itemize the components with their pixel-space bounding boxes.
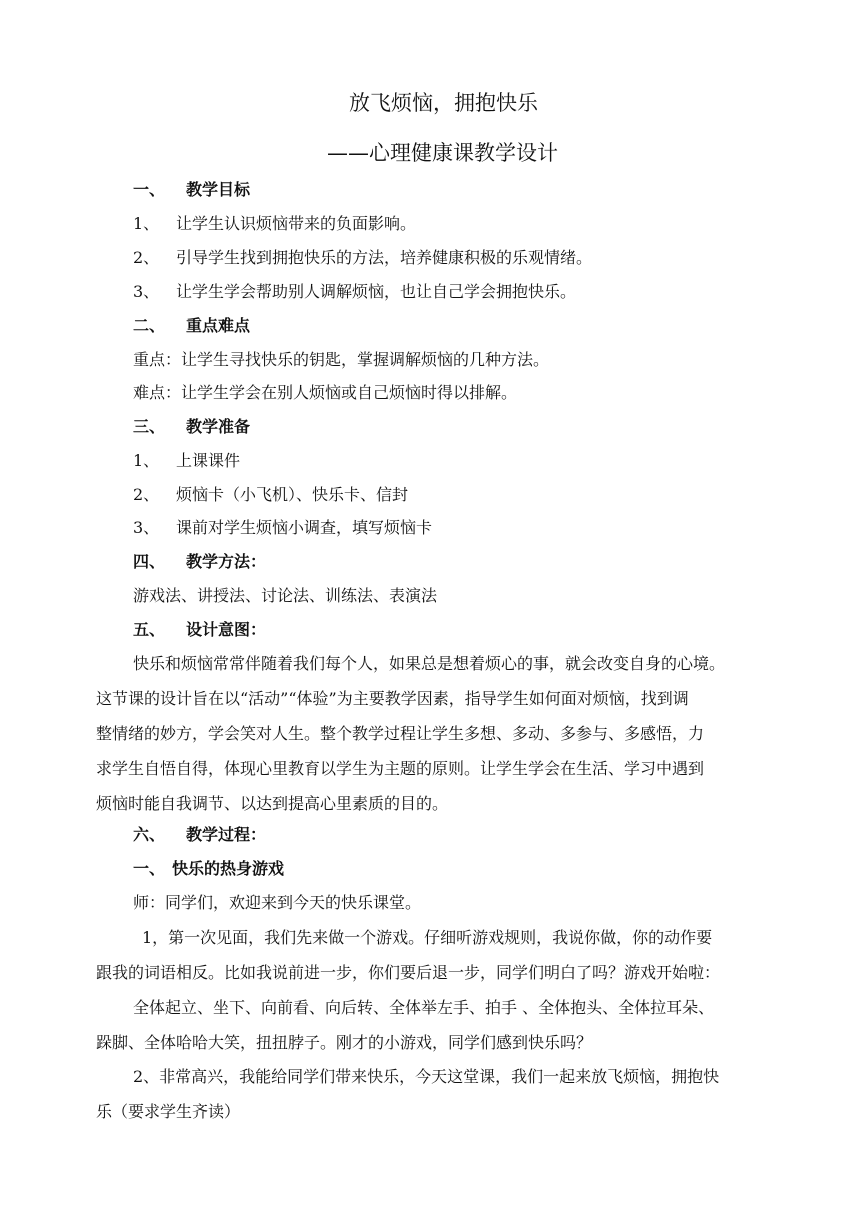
section-title: 教学方法：: [186, 552, 267, 571]
prep-number: 2、: [133, 485, 160, 504]
difficult-point: 难点：让学生学会在别人烦恼或自己烦恼时得以排解。: [133, 383, 518, 402]
document-subtitle: ——心理健康课教学设计: [327, 141, 558, 165]
section-number: 一、: [133, 180, 166, 199]
goal-item: [133, 214, 417, 234]
part-number: 一、: [133, 859, 166, 878]
paragraph-line: 求学生自悟自得，体现心里教育以学生为主题的原则。让学生学会在生活、学习中遇到: [96, 759, 705, 778]
section-title: 教学过程：: [186, 825, 267, 844]
paragraph-line: 乐（要求学生齐读）: [96, 1102, 241, 1121]
goal-item: [133, 282, 577, 302]
section-2-heading: [133, 316, 251, 336]
section-6-heading: [133, 825, 267, 845]
goal-item: [133, 248, 593, 268]
prep-text: 烦恼卡（小飞机）、快乐卡、信封: [176, 485, 409, 504]
section-5-heading: [133, 620, 267, 640]
prep-item: [133, 485, 409, 505]
section-number: 五、: [133, 620, 166, 639]
goal-text: 让学生认识烦恼带来的负面影响。: [176, 214, 417, 233]
paragraph-line: 整情绪的妙方，学会笑对人生。整个教学过程让学生多想、多动、多参与、多感悟，力: [96, 724, 705, 743]
prep-item: [133, 518, 433, 538]
goal-number: 3、: [133, 282, 160, 301]
prep-text: 上课课件: [176, 451, 241, 470]
teacher-line: 师：同学们，欢迎来到今天的快乐课堂。: [133, 893, 422, 912]
section-title: 设计意图：: [186, 620, 267, 639]
prep-number: 1、: [133, 451, 160, 470]
section-title: 教学准备: [186, 417, 251, 436]
key-point: 重点：让学生寻找快乐的钥匙，掌握调解烦恼的几种方法。: [133, 350, 550, 369]
goal-number: 2、: [133, 248, 160, 267]
goal-text: 引导学生找到拥抱快乐的方法，培养健康积极的乐观情绪。: [176, 248, 593, 267]
part-title: 快乐的热身游戏: [172, 859, 285, 878]
section-1-heading: [133, 180, 251, 200]
paragraph-line: 快乐和烦恼常常伴随着我们每个人，如果总是想着烦心的事，就会改变自身的心境。: [133, 654, 726, 673]
paragraph-line: 1，第一次见面，我们先来做一个游戏。仔细听游戏规则，我说你做，你的动作要: [142, 928, 713, 947]
part-1-heading: [133, 859, 285, 879]
section-4-heading: [133, 552, 267, 572]
document-title: 放飞烦恼，拥抱快乐: [349, 91, 538, 115]
paragraph-line: 2、非常高兴，我能给同学们带来快乐，今天这堂课，我们一起来放飞烦恼，拥抱快: [133, 1067, 720, 1086]
prep-number: 3、: [133, 518, 160, 537]
section-number: 三、: [133, 417, 166, 436]
paragraph-line: 烦恼时能自我调节、以达到提高心里素质的目的。: [96, 794, 449, 813]
prep-text: 课前对学生烦恼小调查，填写烦恼卡: [176, 518, 433, 537]
section-number: 二、: [133, 316, 166, 335]
section-title: 教学目标: [186, 180, 251, 199]
goal-number: 1、: [133, 214, 160, 233]
section-3-heading: [133, 417, 251, 437]
methods-text: 游戏法、讲授法、讨论法、训练法、表演法: [133, 586, 438, 605]
section-number: 四、: [133, 552, 166, 571]
paragraph-line: 跟我的词语相反。比如我说前进一步，你们要后退一步，同学们明白了吗？游戏开始啦：: [96, 963, 721, 982]
section-number: 六、: [133, 825, 166, 844]
goal-text: 让学生学会帮助别人调解烦恼，也让自己学会拥抱快乐。: [176, 282, 577, 301]
paragraph-line: 这节课的设计旨在以“活动”“体验”为主要教学因素，指导学生如何面对烦恼，找到调: [96, 689, 689, 708]
section-title: 重点难点: [186, 316, 251, 335]
paragraph-line: 全体起立、坐下、向前看、向后转、全体举左手、拍手 、全体抱头、全体拉耳朵、: [133, 998, 715, 1017]
prep-item: [133, 451, 241, 471]
paragraph-line: 跺脚、全体哈哈大笑，扭扭脖子。刚才的小游戏，同学们感到快乐吗？: [96, 1033, 593, 1052]
